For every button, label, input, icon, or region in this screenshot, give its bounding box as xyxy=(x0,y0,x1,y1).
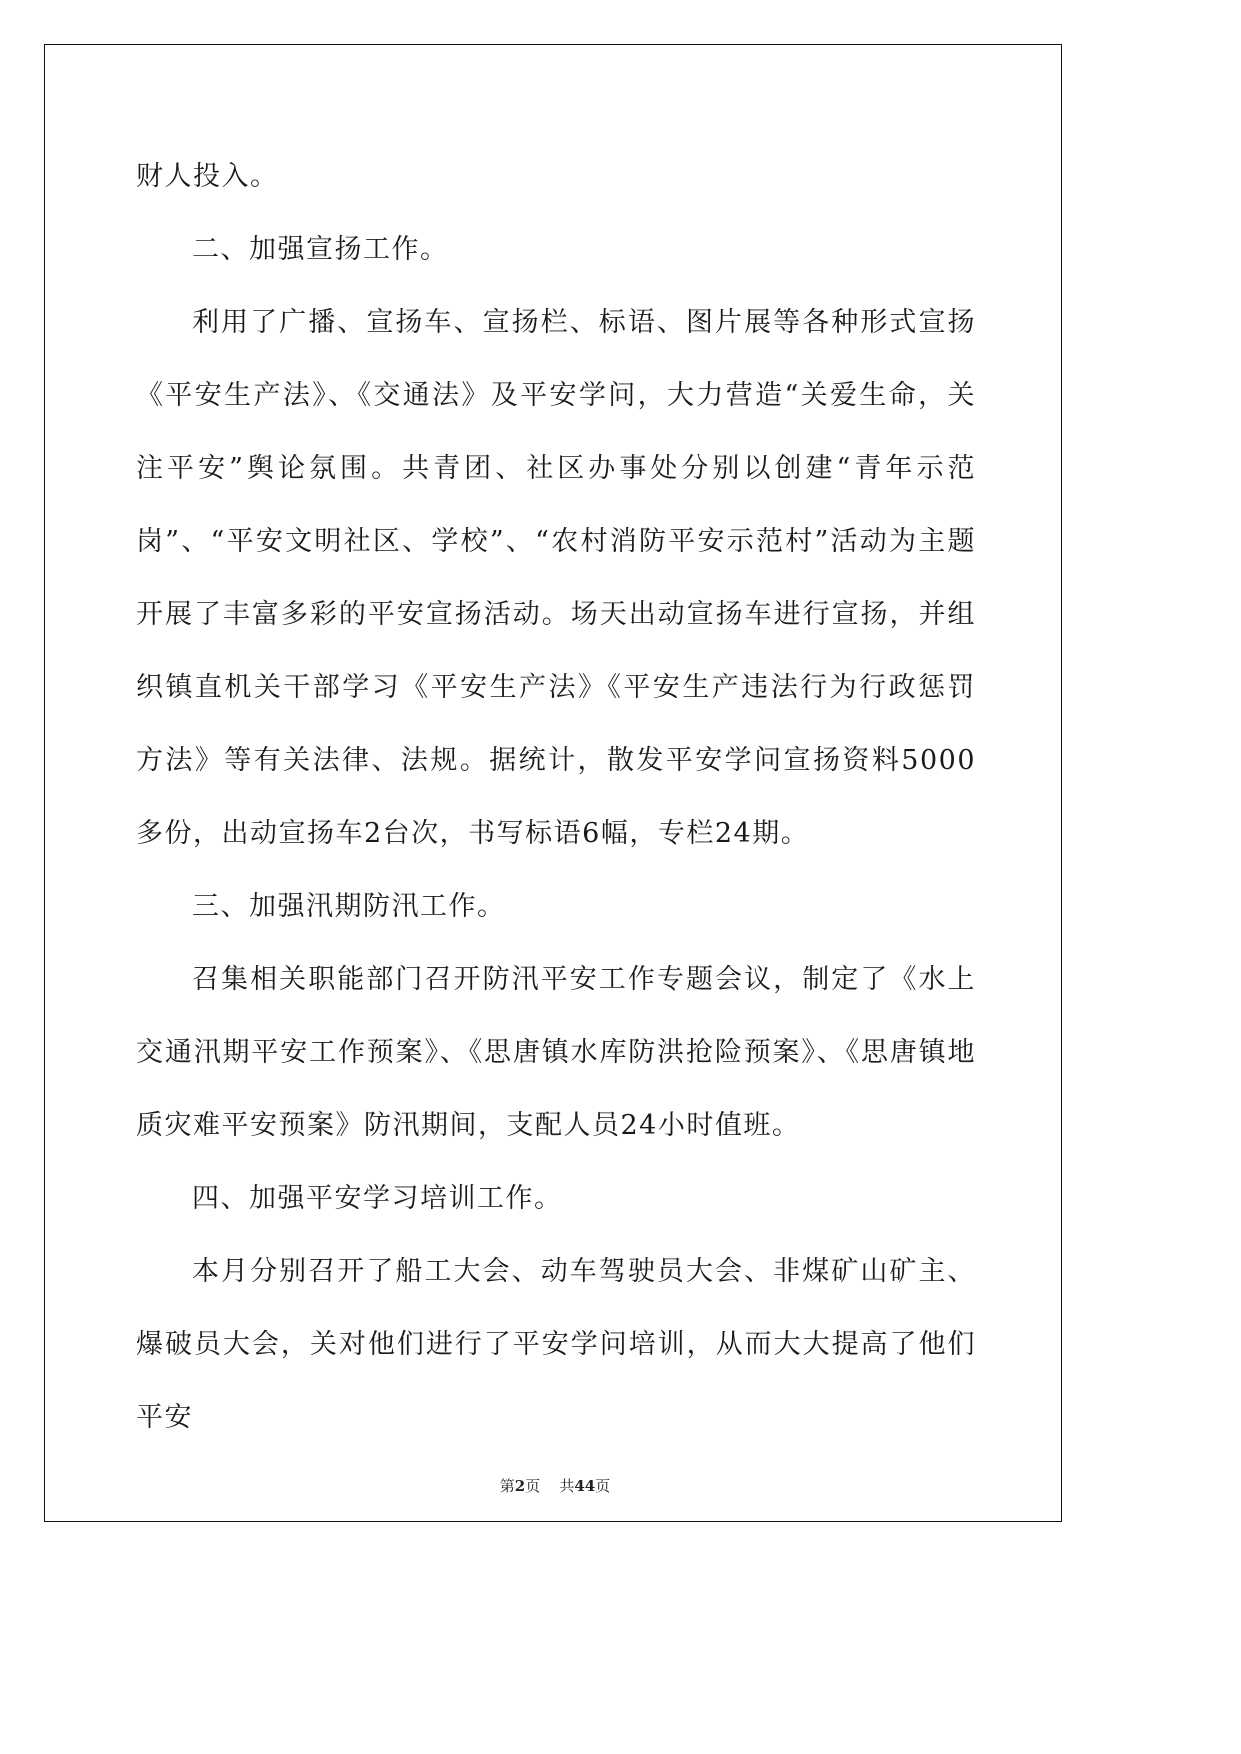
total-pages: 44 xyxy=(574,1477,596,1495)
total-suffix: 页 xyxy=(595,1477,611,1495)
page-number: 2 xyxy=(514,1477,526,1495)
page-prefix: 第 xyxy=(499,1477,515,1495)
section-heading: 四、加强平安学习培训工作。 xyxy=(192,1183,563,1214)
paragraph: 财人投入。 xyxy=(136,161,279,192)
section-heading: 三、加强汛期防汛工作。 xyxy=(192,891,506,922)
total-prefix: 共 xyxy=(559,1477,575,1495)
paragraph: 召集相关职能部门召开防汛平安工作专题会议，制定了《水上交通汛期平安工作预案》、《思唐镇水库防洪抢险预案》、《思唐镇地质灾难平安预案》防汛期间，支配人员24小时值班。 xyxy=(136,964,976,1141)
page-suffix: 页 xyxy=(525,1477,541,1495)
paragraph: 利用了广播、宣扬车、宣扬栏、标语、图片展等各种形式宣扬《平安生产法》、《交通法》及平安学问，大力营造“关爱生命，关注平安”舆论氛围。共青团、社区办事处分别以创建“青年示范岗”、“平安文明社区、学校”、“农村消防平安示范村”活动为主题开展了丰富多彩的平安宣扬活动。场天出动宣扬车进行宣扬，并组织镇直机关干部学习《平安生产法》《平安生产违法行为行政惩罚方法》等有关法律、法规。据统计，散发平安学问宣扬资料5000多份，出动宣扬车2台次，书写标语6幅，专栏24期。 xyxy=(136,307,976,849)
paragraph: 本月分别召开了船工大会、动车驾驶员大会、非煤矿山矿主、爆破员大会，关对他们进行了平安学问培训，从而大大提高了他们平安 xyxy=(136,1256,976,1433)
document-body xyxy=(136,140,976,1454)
section-heading: 二、加强宣扬工作。 xyxy=(192,234,449,265)
page-footer xyxy=(0,1475,1110,1496)
